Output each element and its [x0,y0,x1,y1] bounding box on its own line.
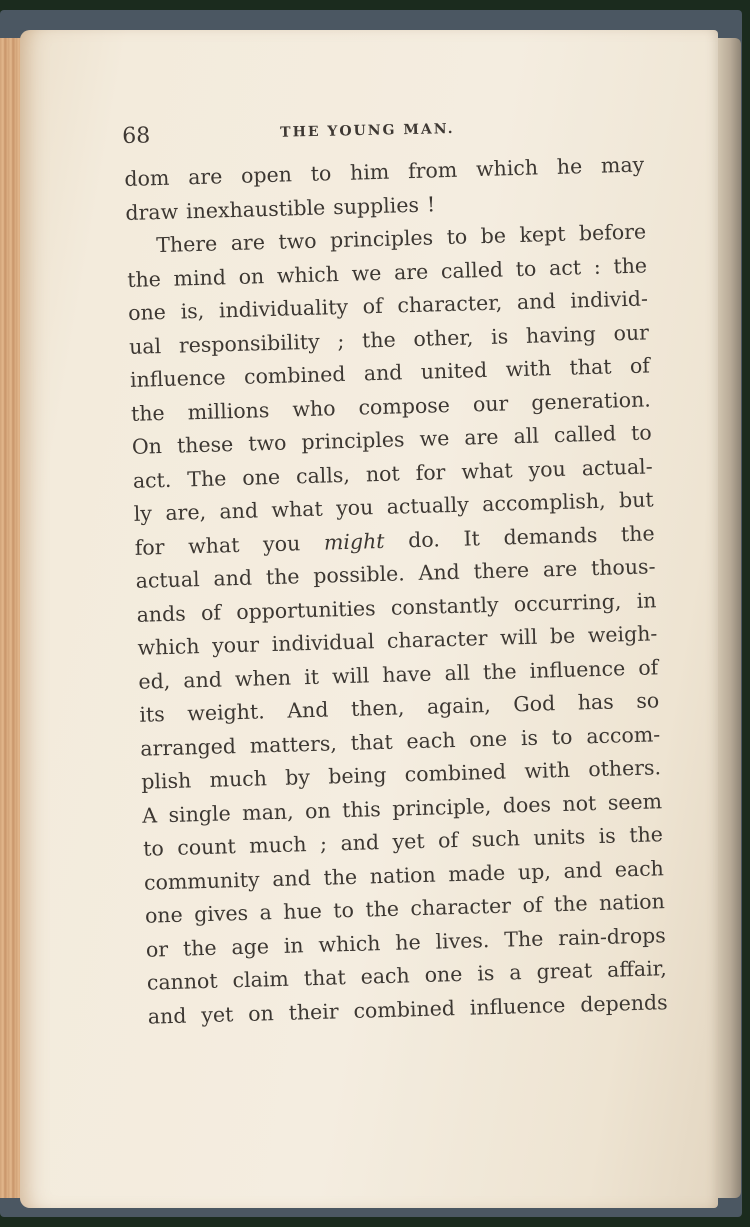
text-line: which your individual character will be weigh- [137,621,658,660]
text-line: one is, individuality of character, and individ- [127,286,649,325]
body-text [124,148,668,1033]
text-line: or the age in which he lives. The rain-drops [145,922,667,962]
running-head: THE YOUNG MAN. [280,121,455,141]
text-line: to count much ; and yet of such units is the [142,822,664,861]
text-line: On these two principles we are all called to [131,420,652,459]
text-line: actual and the possible. And there are thous- [135,554,656,593]
text-line: and yet on their combined influence depends [147,989,668,1029]
text-line: its weight. And then, again, God has so [139,688,660,727]
text-line: ual responsibility ; the other, is having our [128,319,650,359]
text-line: dom are open to him from which he may [124,152,645,191]
text-line: draw inexhaustible supplies ! [125,191,436,225]
text-line: the millions who compose our generation. [130,386,652,426]
text-line: one gives a hue to the character of the nation [144,889,666,928]
text-line: There are two principles to be kept before [155,219,647,258]
text-line: the mind on which we are called to act : the [126,252,648,292]
text-line: for what you might do. It demands the [134,520,655,560]
text-line: influence combined and united with that of [129,353,651,392]
text-line: ed, and when it will have all the influence of [138,654,659,694]
text-line: A single man, on this principle, does not seem [141,788,663,828]
text-line: ly are, and what you actually accomplish, but [133,487,654,526]
text-line: cannot claim that each one is a great affair, [146,956,667,995]
text-line: community and the nation made up, and each [143,855,665,895]
text-line: ands of opportunities constantly occurring, in [136,587,657,627]
page-number: 68 [122,123,151,149]
text-line: plish much by being combined with others. [140,755,662,794]
text-line: arranged matters, that each one is to accom- [140,721,661,761]
text-line: act. The one calls, not for what you actual- [132,453,653,493]
